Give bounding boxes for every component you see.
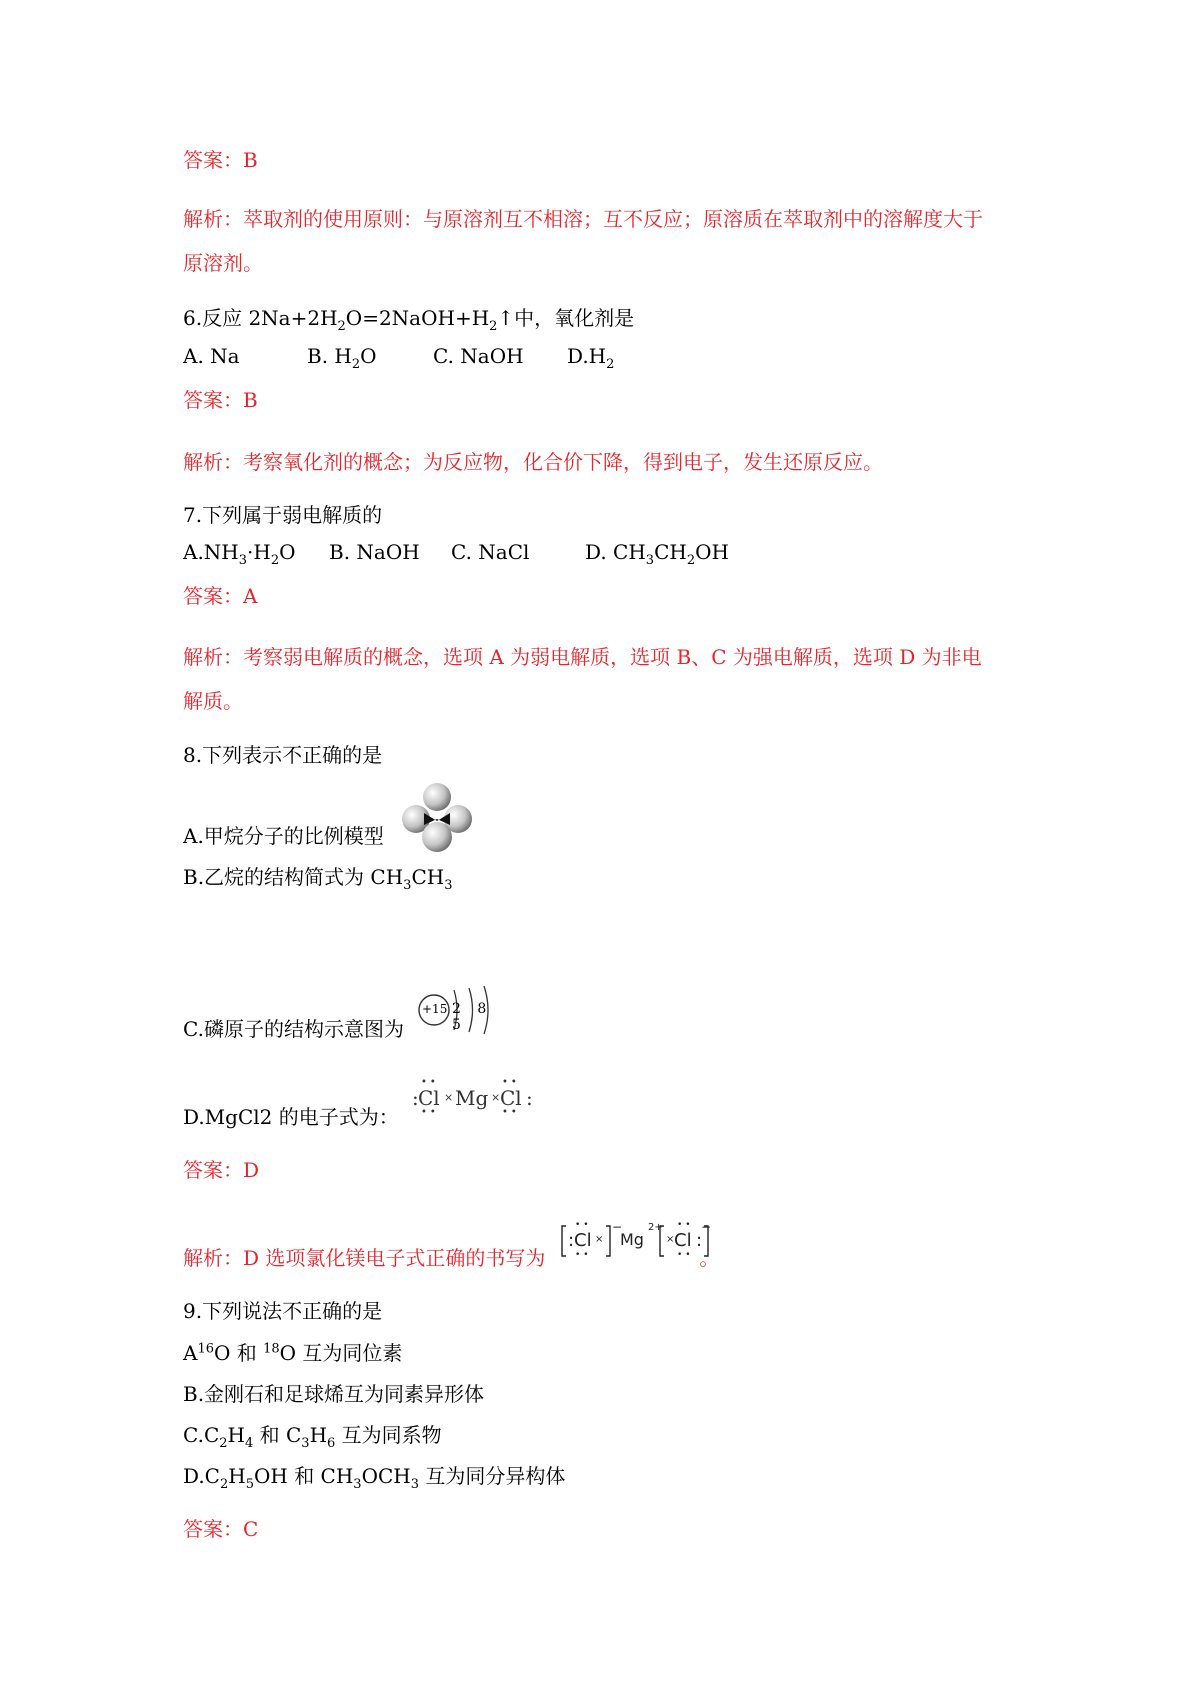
answer-5: 答案：B [183,148,258,172]
question-8: 8.下列表示不正确的是 [183,743,383,767]
explanation-8: 解析：D 选项氯化镁电子式正确的书写为 。 [183,1246,720,1270]
answer-6: 答案：B [183,388,258,412]
question-8-option-d: D.MgCl2 的电子式为： [183,1105,399,1129]
question-9-option-b: B.金刚石和足球烯互为同素异形体 [183,1382,485,1406]
question-9-option-c: $C.C_2H_4$ 和 $C_3H_6$ 互为同系物 [183,1423,442,1451]
question-9: 9.下列说法不正确的是 [183,1299,383,1323]
question-7: 7.下列属于弱电解质的 [183,503,383,527]
question-6-options [183,343,615,372]
nucleus-charge: +15 [422,1002,448,1016]
option-c: C. NaCl [451,540,530,564]
option-d: D. $CH_3CH_2OH$ [585,540,729,568]
question-8-option-b: B.乙烷的结构简式为 $CH_3CH_3$ [183,865,453,893]
explanation-6: 解析：考察氧化剂的概念；为反应物，化合价下降，得到电子，发生还原反应。 [183,450,883,474]
option-d: $D.H_2$ [567,344,615,372]
explanation-7-line1: 解析：考察弱电解质的概念，选项 A 为弱电解质，选项 B、C 为强电解质，选项 D 为非电 [183,645,982,669]
question-8-option-a: A.甲烷分子的比例模型 [183,824,384,848]
option-c: C. NaOH [433,344,524,368]
option-a: $A.NH_3\cdot H_2O$ [183,540,296,568]
explanation-5-line2: 原溶剂。 [183,251,263,275]
question-9-option-d: $D.C_2H_5OH$ 和 $CH_3OCH_3$ 互为同分异构体 [183,1464,566,1492]
question-6: 6.反应 $2Na+2H_2O=2NaOH+H_2↑$中，氧化剂是 [183,306,635,334]
explanation-5-line1: 解析：萃取剂的使用原则：与原溶剂互不相溶；互不反应；原溶质在萃取剂中的溶解度大于 [183,207,983,231]
answer-8: 答案：D [183,1158,260,1182]
option-b: B. $H_2O$ [307,344,377,372]
explanation-7-line2: 解质。 [183,689,243,713]
answer-9: 答案：C [183,1517,259,1541]
methane-model-image [400,781,474,855]
question-7-options [183,539,729,568]
mgcl2-correct-formula-image: : •• Cl •• × − Mg 2+ × •• Cl •• : − [560,1220,712,1262]
question-9-option-a: $A^{16}O$ 和 $^{18}$O 互为同位素 [183,1341,403,1365]
question-8-option-c: C.磷原子的结构示意图为 [183,1017,404,1041]
answer-7: 答案：A [183,584,258,608]
option-b: B. NaOH [329,540,420,564]
phosphorus-atom-diagram [414,980,500,1044]
mgcl2-wrong-formula-image: : •• Cl •• × Mg × •• Cl •• : [412,1077,533,1118]
electron-shells: 2 8 5 [452,1001,493,1033]
option-a: A. Na [183,344,240,368]
